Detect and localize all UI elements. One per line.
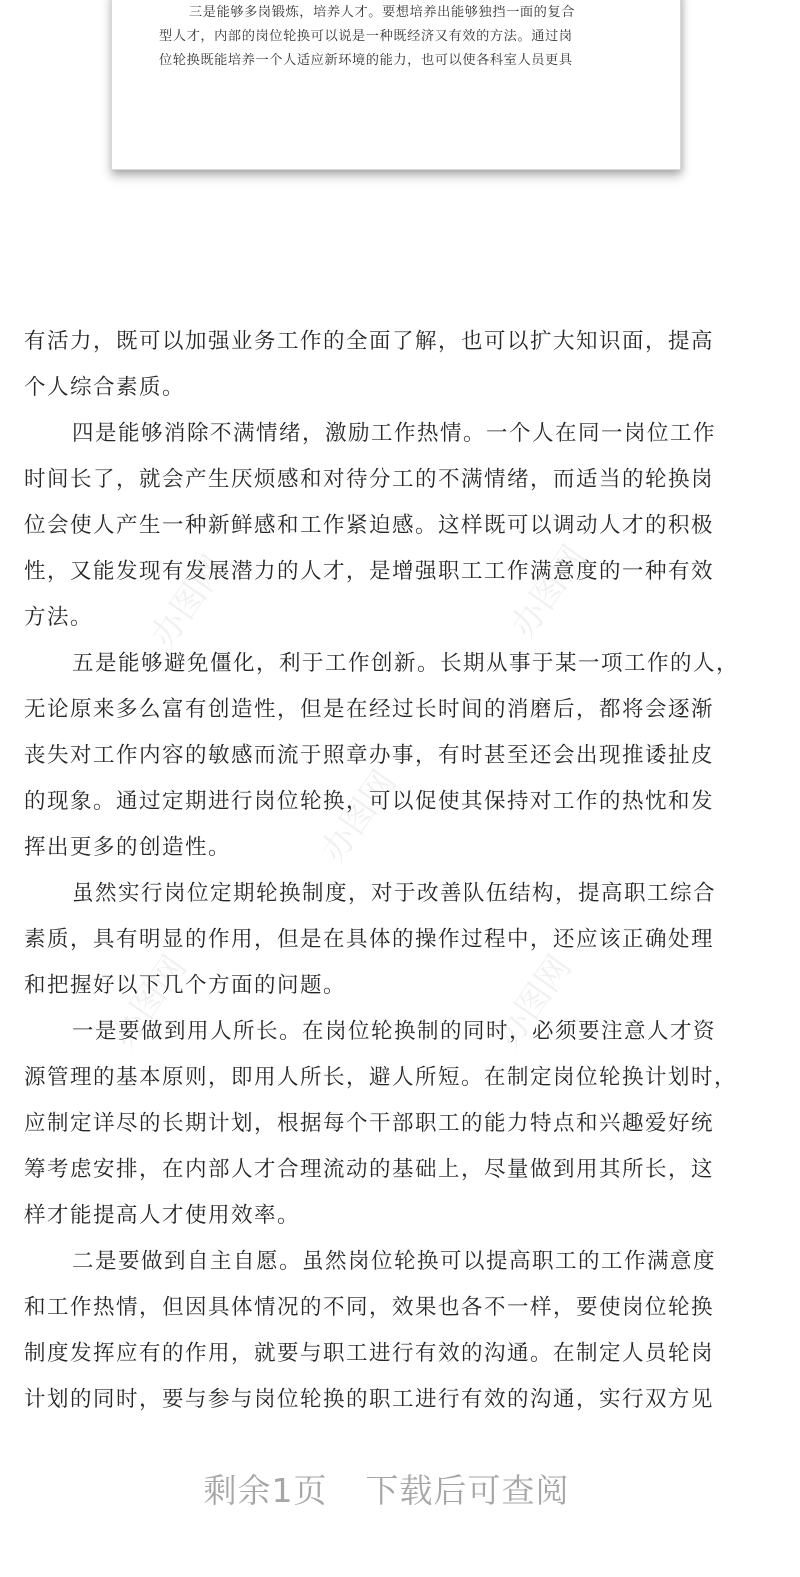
watermark-text: 办图网: [103, 948, 195, 1055]
document-body: [24, 319, 784, 1423]
download-prompt[interactable]: [0, 1465, 773, 1512]
body-line: 位会使人产生一种新鲜感和工作紧迫感。这样既可以调动人才的积极: [24, 513, 715, 538]
body-line: 有活力，既可以加强业务工作的全面了解，也可以扩大知识面，提高: [24, 329, 715, 354]
body-line: 丧失对工作内容的敏感而流于照章办事，有时甚至还会出现推诿扯皮: [24, 743, 715, 768]
paragraph-start-line: 二是要做到自主自愿。虽然岗位轮换可以提高职工的工作满意度: [72, 1249, 717, 1274]
body-line: 性，又能发现有发展潜力的人才，是增强职工工作满意度的一种有效: [24, 559, 715, 584]
preview-text-block: [159, 1, 639, 73]
body-line: 时间长了，就会产生厌烦感和对待分工的不满情绪，而适当的轮换岗: [24, 467, 715, 492]
body-line: 无论原来多么富有创造性，但是在经过长时间的消磨后，都将会逐渐: [24, 697, 715, 722]
body-line: 和把握好以下几个方面的问题。: [24, 973, 347, 998]
paragraph-start-line: 五是能够避免僵化，利于工作创新。长期从事于某一项工作的人，: [72, 651, 740, 676]
body-line: 方法。: [24, 605, 94, 630]
remaining-pages-label: 剩余1页: [203, 1471, 328, 1510]
body-line: 制度发挥应有的作用，就要与职工进行有效的沟通。在制定人员轮岗: [24, 1341, 715, 1366]
paragraph-start-line: 四是能够消除不满情绪，激励工作热情。一个人在同一岗位工作: [72, 421, 717, 446]
watermark-text: 办图网: [313, 763, 405, 870]
preview-line: 型人才，内部的岗位轮换可以说是一种既经济又有效的方法。通过岗: [159, 29, 573, 44]
preview-line: 三是能够多岗锻炼，培养人才。要想培养出能够独挡一面的复合: [189, 5, 576, 20]
preview-line: 位轮换既能培养一个人适应新环境的能力，也可以使各科室人员更具: [159, 53, 573, 68]
preview-page-card: [111, 0, 681, 170]
watermark-text: 办图网: [488, 948, 580, 1055]
download-to-view-label: 下载后可查阅: [365, 1471, 570, 1510]
watermark-text: 办图网: [503, 538, 595, 645]
body-line: 源管理的基本原则，即用人所长，避人所短。在制定岗位轮换计划时，: [24, 1065, 738, 1090]
watermark-text: 办图网: [143, 548, 235, 655]
body-line: 的现象。通过定期进行岗位轮换，可以促使其保持对工作的热忱和发: [24, 789, 715, 814]
body-line: 素质，具有明显的作用，但是在具体的操作过程中，还应该正确处理: [24, 927, 715, 952]
body-line: 挥出更多的创造性。: [24, 835, 232, 860]
paragraph-start-line: 虽然实行岗位定期轮换制度，对于改善队伍结构，提高职工综合: [72, 881, 717, 906]
body-line: 个人综合素质。: [24, 375, 186, 400]
body-line: 计划的同时，要与参与岗位轮换的职工进行有效的沟通，实行双方见: [24, 1387, 715, 1412]
body-line: 应制定详尽的长期计划，根据每个干部职工的能力特点和兴趣爱好统: [24, 1111, 715, 1136]
body-line: 筹考虑安排，在内部人才合理流动的基础上，尽量做到用其所长，这: [24, 1157, 715, 1182]
body-line: 和工作热情，但因具体情况的不同，效果也各不一样，要使岗位轮换: [24, 1295, 715, 1320]
paragraph-start-line: 一是要做到用人所长。在岗位轮换制的同时，必须要注意人才资: [72, 1019, 717, 1044]
body-line: 样才能提高人才使用效率。: [24, 1203, 301, 1228]
